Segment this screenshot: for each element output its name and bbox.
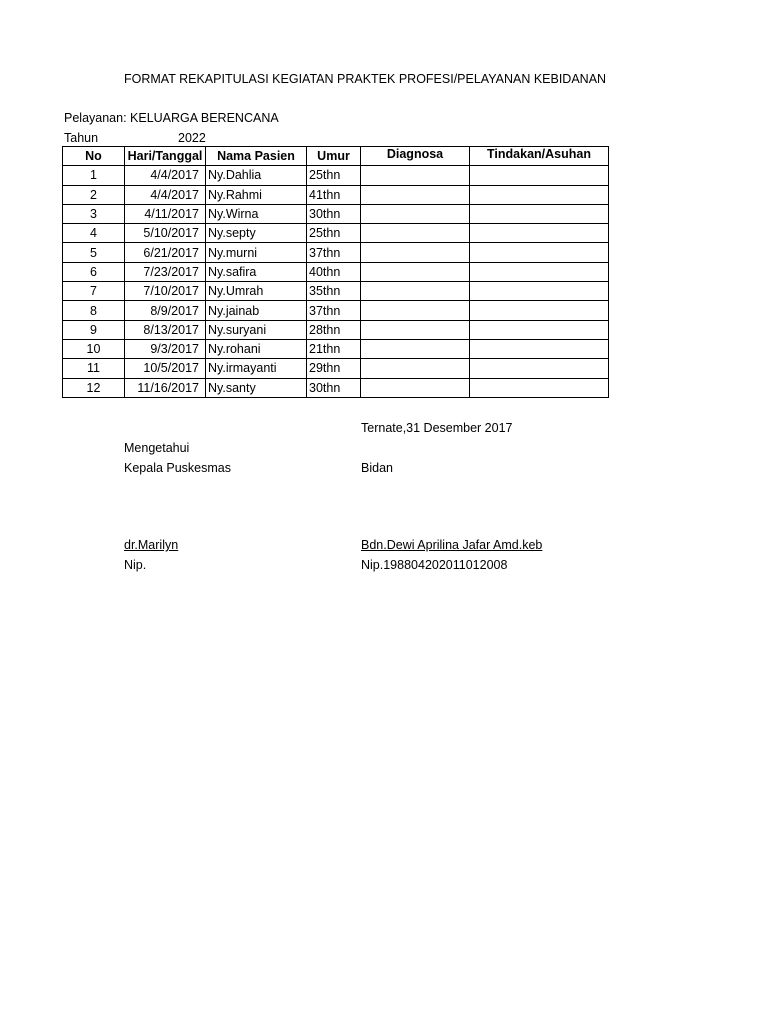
cell-no: 5	[63, 243, 125, 262]
year-value: 2022	[178, 131, 206, 145]
cell-no: 4	[63, 224, 125, 243]
document-title: FORMAT REKAPITULASI KEGIATAN PRAKTEK PROFESI/PELAYANAN KEBIDANAN	[124, 72, 607, 86]
cell-patient-name: Ny.suryani	[206, 320, 307, 339]
cell-age: 25thn	[307, 166, 361, 185]
cell-patient-name: Ny.rohani	[206, 339, 307, 358]
table-body	[63, 166, 609, 398]
cell-date: 4/4/2017	[125, 185, 206, 204]
cell-no: 1	[63, 166, 125, 185]
header-age: Umur	[307, 147, 361, 166]
cell-patient-name: Ny.santy	[206, 378, 307, 397]
table-row	[63, 262, 609, 281]
cell-diagnosis	[361, 185, 470, 204]
cell-diagnosis	[361, 378, 470, 397]
table-row	[63, 224, 609, 243]
cell-age: 28thn	[307, 320, 361, 339]
acknowledged-label: Mengetahui	[124, 441, 190, 455]
cell-treatment	[470, 359, 609, 378]
cell-treatment	[470, 243, 609, 262]
cell-patient-name: Ny.murni	[206, 243, 307, 262]
table-row	[63, 204, 609, 223]
cell-diagnosis	[361, 301, 470, 320]
table-header-row	[63, 147, 609, 166]
midwife-nip: Nip.198804202011012008	[361, 558, 508, 572]
cell-patient-name: Ny.jainab	[206, 301, 307, 320]
place-date: Ternate,31 Desember 2017	[361, 421, 513, 435]
table-row	[63, 301, 609, 320]
table-row	[63, 339, 609, 358]
year-label: Tahun	[64, 131, 99, 145]
cell-diagnosis	[361, 262, 470, 281]
cell-treatment	[470, 224, 609, 243]
cell-date: 6/21/2017	[125, 243, 206, 262]
cell-treatment	[470, 339, 609, 358]
cell-diagnosis	[361, 243, 470, 262]
cell-diagnosis	[361, 282, 470, 301]
cell-date: 7/10/2017	[125, 282, 206, 301]
cell-age: 37thn	[307, 243, 361, 262]
cell-date: 4/4/2017	[125, 166, 206, 185]
cell-patient-name: Ny.Dahlia	[206, 166, 307, 185]
midwife-name: Bdn.Dewi Aprilina Jafar Amd.keb	[361, 538, 543, 552]
service-label: Pelayanan: KELUARGA BERENCANA	[64, 111, 279, 125]
cell-no: 3	[63, 204, 125, 223]
cell-treatment	[470, 320, 609, 339]
cell-age: 35thn	[307, 282, 361, 301]
table-row	[63, 166, 609, 185]
cell-patient-name: Ny.septy	[206, 224, 307, 243]
cell-patient-name: Ny.safira	[206, 262, 307, 281]
cell-treatment	[470, 204, 609, 223]
head-title: Kepala Puskesmas	[124, 461, 232, 475]
table-row	[63, 282, 609, 301]
cell-date: 5/10/2017	[125, 224, 206, 243]
cell-diagnosis	[361, 359, 470, 378]
cell-patient-name: Ny.irmayanti	[206, 359, 307, 378]
cell-patient-name: Ny.Rahmi	[206, 185, 307, 204]
cell-no: 9	[63, 320, 125, 339]
cell-no: 7	[63, 282, 125, 301]
recap-table	[62, 146, 609, 398]
cell-date: 8/9/2017	[125, 301, 206, 320]
cell-treatment	[470, 166, 609, 185]
cell-treatment	[470, 378, 609, 397]
head-name: dr.Marilyn	[124, 538, 179, 552]
head-nip: Nip.	[124, 558, 147, 572]
cell-age: 41thn	[307, 185, 361, 204]
cell-date: 7/23/2017	[125, 262, 206, 281]
header-patient-name: Nama Pasien	[206, 147, 307, 166]
cell-diagnosis	[361, 224, 470, 243]
cell-date: 9/3/2017	[125, 339, 206, 358]
table-row	[63, 185, 609, 204]
cell-age: 37thn	[307, 301, 361, 320]
cell-no: 11	[63, 359, 125, 378]
cell-diagnosis	[361, 339, 470, 358]
header-date: Hari/Tanggal	[125, 147, 206, 166]
cell-no: 8	[63, 301, 125, 320]
cell-date: 4/11/2017	[125, 204, 206, 223]
header-no: No	[63, 147, 125, 166]
cell-treatment	[470, 301, 609, 320]
cell-age: 21thn	[307, 339, 361, 358]
cell-no: 6	[63, 262, 125, 281]
cell-patient-name: Ny.Wirna	[206, 204, 307, 223]
cell-treatment	[470, 262, 609, 281]
cell-age: 25thn	[307, 224, 361, 243]
table-row	[63, 243, 609, 262]
cell-age: 30thn	[307, 378, 361, 397]
cell-age: 30thn	[307, 204, 361, 223]
midwife-title: Bidan	[361, 461, 393, 475]
cell-no: 2	[63, 185, 125, 204]
cell-date: 10/5/2017	[125, 359, 206, 378]
cell-date: 8/13/2017	[125, 320, 206, 339]
cell-diagnosis	[361, 204, 470, 223]
cell-patient-name: Ny.Umrah	[206, 282, 307, 301]
header-treatment: Tindakan/Asuhan	[470, 147, 609, 166]
cell-no: 12	[63, 378, 125, 397]
cell-date: 11/16/2017	[125, 378, 206, 397]
header-diagnosis: Diagnosa	[361, 147, 470, 166]
cell-diagnosis	[361, 320, 470, 339]
table-row	[63, 378, 609, 397]
cell-treatment	[470, 282, 609, 301]
table-row	[63, 359, 609, 378]
cell-diagnosis	[361, 166, 470, 185]
cell-no: 10	[63, 339, 125, 358]
table-row	[63, 320, 609, 339]
cell-treatment	[470, 185, 609, 204]
cell-age: 40thn	[307, 262, 361, 281]
cell-age: 29thn	[307, 359, 361, 378]
